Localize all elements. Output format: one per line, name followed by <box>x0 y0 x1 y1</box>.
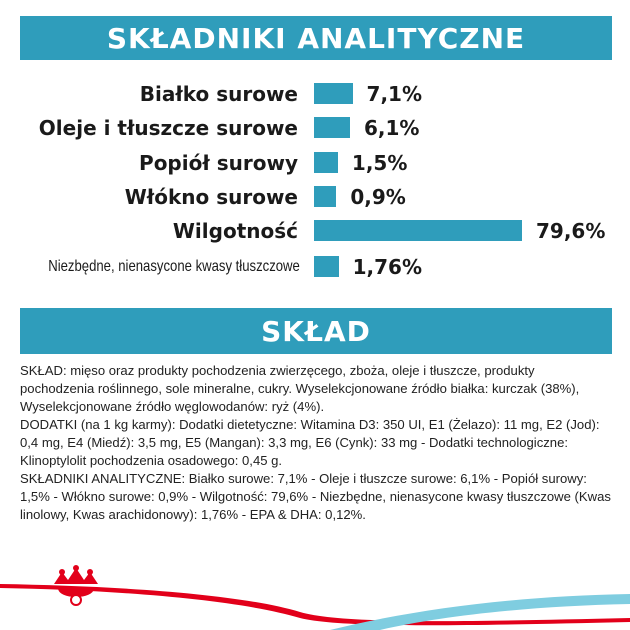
composition-text <box>20 362 612 524</box>
footer-decoration <box>0 560 630 630</box>
analytic-value: 7,1% <box>366 82 423 106</box>
composition-paragraph: SKŁAD: mięso oraz produkty pochodzenia zwierzęcego, zboża, oleje i tłuszcze, produkty pochodzenia roślinnego, sole mineralne, cukry. Wyselekcjonowane źródło białka: kurczak (38%), Wyselekcjonowane źródło węglowodanów: ryż (4%). <box>20 363 580 414</box>
analytics-title: SKŁADNIKI ANALITYCZNE <box>106 21 526 55</box>
analytic-row <box>0 252 630 282</box>
analytic-value: 79,6% <box>536 219 606 243</box>
analytic-label: Wilgotność <box>172 219 298 243</box>
analytic-value: 1,5% <box>351 151 408 175</box>
analytic-row <box>0 148 630 178</box>
royal-canin-crown-icon <box>54 565 98 605</box>
analytic-bar <box>314 256 339 277</box>
additives-paragraph: DODATKI (na 1 kg karmy): Dodatki dietetyczne: Witamina D3: 350 UI, E1 (Żelazo): 11 mg, E2 (Jod): 0,4 mg, E4 (Miedź): 3,5 mg, E5 (Mangan): 3,3 mg, E6 (Cynk): 33 mg - Dodatki technologiczne: Klinoptylolit pochodzenia osadowego: 0,45 g. <box>20 417 600 468</box>
analytics-paragraph: SKŁADNIKI ANALITYCZNE: Białko surowe: 7,1% - Oleje i tłuszcze surowe: 6,1% - Popiół surowy: 1,5% - Włókno surowe: 0,9% - Wilgotność: 79,6% - Niezbędne, nienasycone kwasy tłuszczowe (Kwas linolowy, Kwas arachidonowy): 1,76% - EPA & DHA: 0,12%. <box>20 471 611 522</box>
analytic-row <box>0 113 630 143</box>
analytic-bar <box>314 152 338 173</box>
analytic-value: 1,76% <box>352 255 422 279</box>
analytic-label: Niezbędne, nienasycone kwasy tłuszczowe <box>48 258 300 275</box>
analytic-label: Popiół surowy <box>139 151 298 175</box>
analytic-row <box>0 79 630 109</box>
analytic-bar <box>314 220 522 241</box>
analytic-label: Oleje i tłuszcze surowe <box>38 116 298 140</box>
analytics-header <box>20 16 612 60</box>
analytic-value: 0,9% <box>350 185 406 209</box>
analytic-row <box>0 216 630 246</box>
analytic-bar <box>314 83 353 104</box>
analytic-bar <box>314 117 350 138</box>
analytic-row <box>0 182 630 212</box>
analytic-label: Białko surowe <box>139 82 298 106</box>
composition-header <box>20 308 612 354</box>
analytic-label: Włókno surowe <box>124 185 298 209</box>
composition-title: SKŁAD <box>261 314 371 348</box>
analytic-value: 6,1% <box>363 116 420 140</box>
analytic-bar <box>314 186 336 207</box>
